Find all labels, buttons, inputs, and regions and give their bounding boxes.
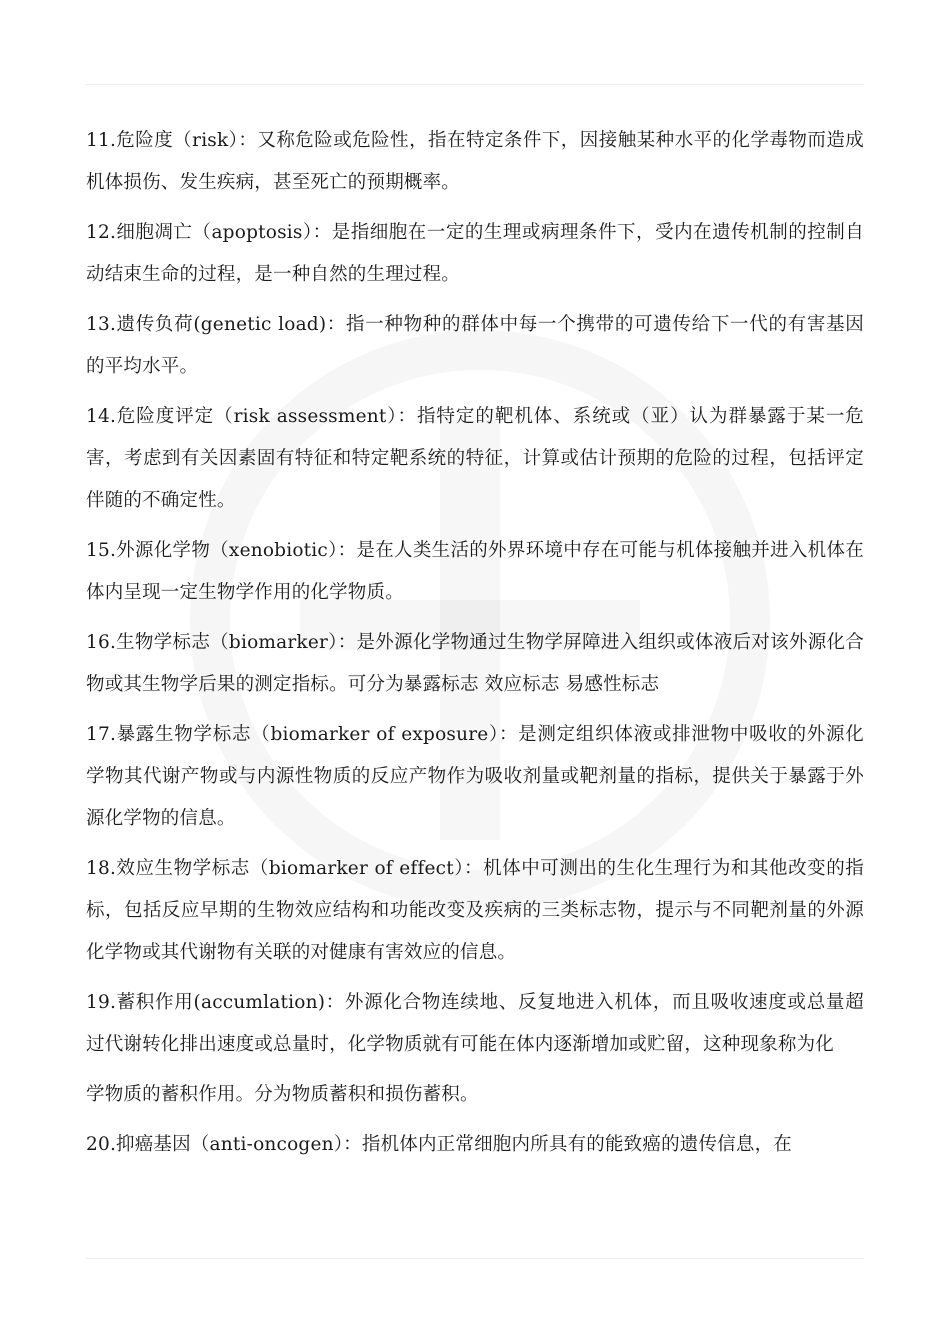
definition-paragraph: 19.蓄积作用(accumlation)：外源化合物连续地、反复地进入机体，而且吸收速度或总量超过代谢转化排出速度或总量时，化学物质就有可能在体内逐渐增加或贮留，这种现象称为化	[86, 992, 864, 1055]
definition-paragraph: 14.危险度评定（risk assessment）：指特定的靶机体、系统或（亚）认为群暴露于某一危害，考虑到有关因素固有特征和特定靶系统的特征，计算或估计预期的危险的过程，包括评定伴随的不确定性。	[86, 406, 864, 511]
definition-paragraph: 16.生物学标志（biomarker）：是外源化学物通过生物学屏障进入组织或体液后对该外源化合物或其生物学后果的测定指标。可分为暴露标志 效应标志 易感性标志	[86, 632, 864, 695]
definition-paragraph: 13.遗传负荷(genetic load)：指一种物种的群体中每一个携带的可遗传给下一代的有害基因的平均水平。	[86, 314, 864, 377]
definition-paragraph: 12.细胞凋亡（apoptosis）：是指细胞在一定的生理或病理条件下，受内在遗传机制的控制自动结束生命的过程，是一种自然的生理过程。	[86, 222, 864, 285]
document-body	[86, 120, 864, 1174]
definition-paragraph-continuation: 学物质的蓄积作用。分为物质蓄积和损伤蓄积。	[86, 1084, 479, 1105]
definition-paragraph: 11.危险度（risk）：又称危险或危险性，指在特定条件下，因接触某种水平的化学毒物而造成机体损伤、发生疾病，甚至死亡的预期概率。	[86, 130, 864, 193]
footer-rule	[86, 1258, 864, 1259]
header-rule	[86, 84, 864, 85]
definition-paragraph: 20.抑癌基因（anti-oncogen）：指机体内正常细胞内所具有的能致癌的遗传信息，在	[86, 1134, 792, 1155]
definition-paragraph: 17.暴露生物学标志（biomarker of exposure）：是测定组织体液或排泄物中吸收的外源化学物其代谢产物或与内源性物质的反应产物作为吸收剂量或靶剂量的指标，提供关于暴露于外源化学物的信息。	[86, 724, 864, 829]
definition-paragraph: 15.外源化学物（xenobiotic）：是在人类生活的外界环境中存在可能与机体接触并进入机体在体内呈现一定生物学作用的化学物质。	[86, 540, 864, 603]
definition-paragraph: 18.效应生物学标志（biomarker of effect）：机体中可测出的生化生理行为和其他改变的指标，包括反应早期的生物效应结构和功能改变及疾病的三类标志物，提示与不同靶剂量的外源化学物或其代谢物有关联的对健康有害效应的信息。	[86, 858, 864, 963]
